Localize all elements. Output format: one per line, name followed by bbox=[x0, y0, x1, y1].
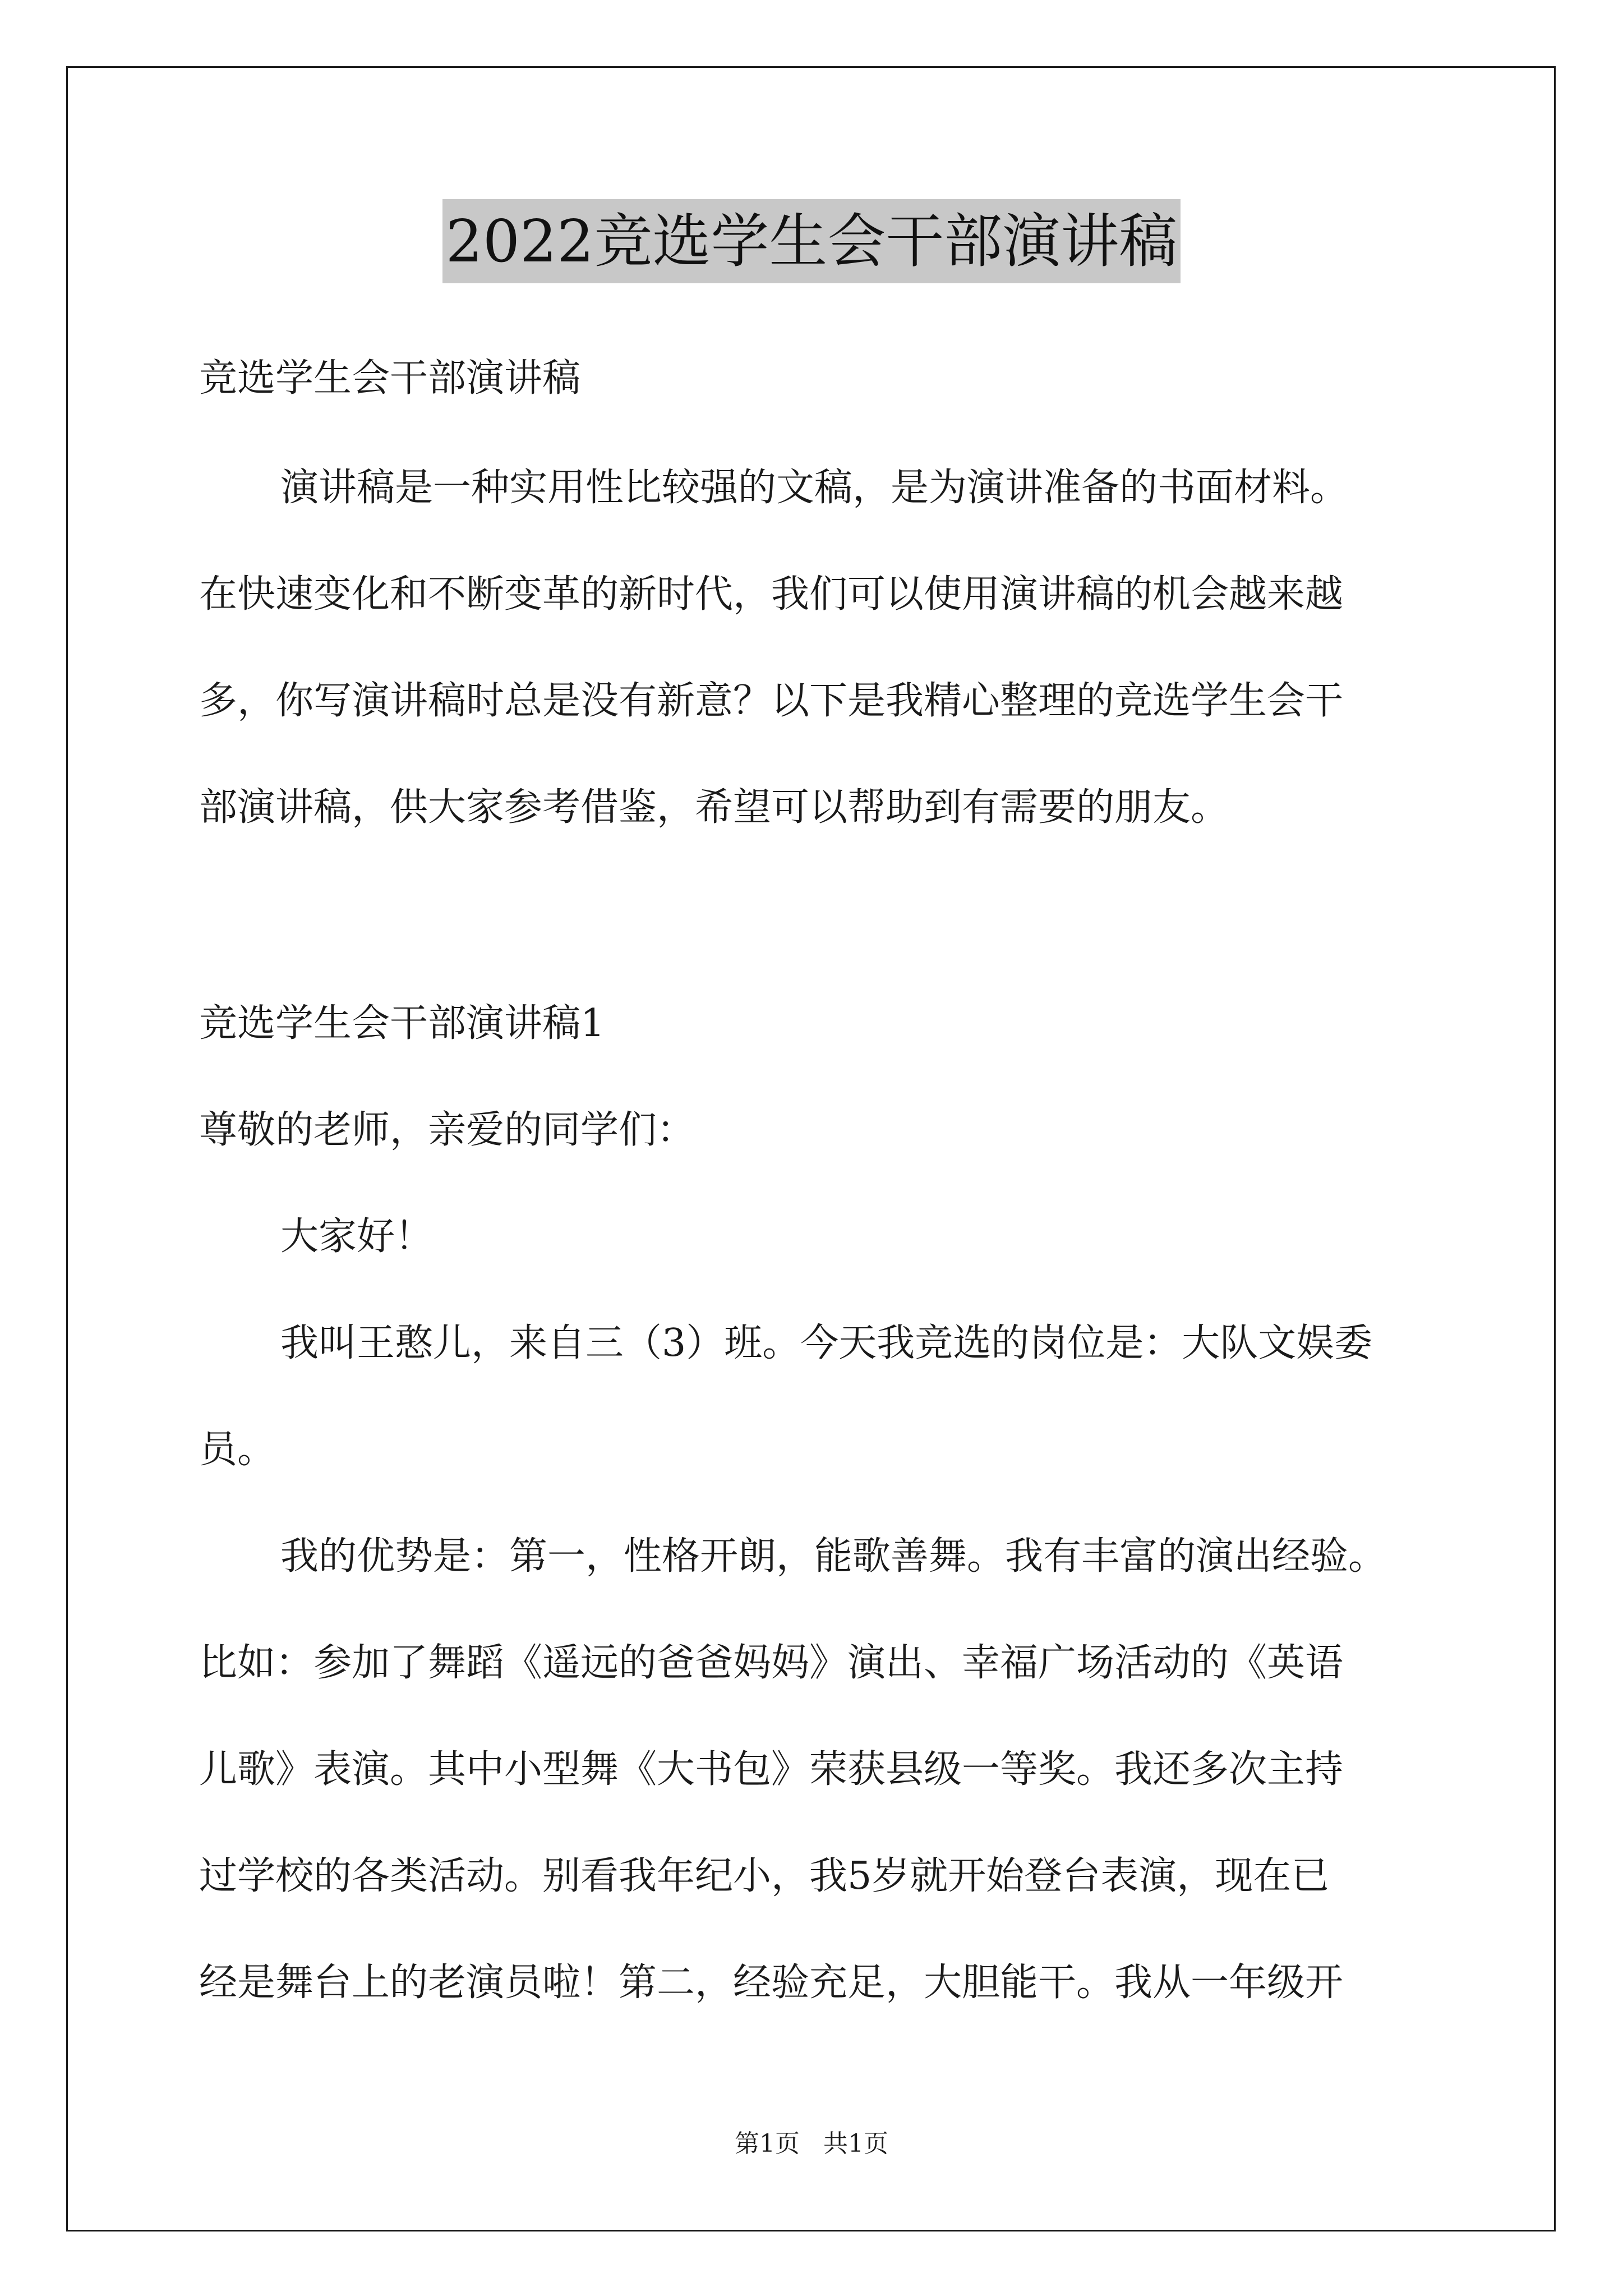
paragraph-line: 儿歌》表演。其中小型舞《大书包》荣获县级一等奖。我还多次主持 bbox=[199, 1747, 1344, 1792]
paragraph-line: 员。 bbox=[199, 1428, 276, 1472]
document-title: 2022竞选学生会干部演讲稿 bbox=[442, 199, 1181, 283]
paragraph-line: 我的优势是：第一，性格开朗，能歌善舞。我有丰富的演出经验。 bbox=[280, 1534, 1387, 1579]
page-footer: 第1页 共1页 bbox=[735, 2129, 888, 2158]
paragraph-line: 演讲稿是一种实用性比较强的文稿，是为演讲准备的书面材料。 bbox=[280, 466, 1349, 510]
paragraph-line: 在快速变化和不断变革的新时代，我们可以使用演讲稿的机会越来越 bbox=[199, 572, 1344, 616]
paragraph-line: 部演讲稿，供大家参考借鉴，希望可以帮助到有需要的朋友。 bbox=[199, 785, 1229, 830]
salutation-line: 尊敬的老师，亲爱的同学们： bbox=[199, 1108, 695, 1152]
paragraph-line: 多，你写演讲稿时总是没有新意？以下是我精心整理的竞选学生会干 bbox=[199, 679, 1344, 723]
paragraph-line: 我叫王憨儿，来自三（3）班。今天我竞选的岗位是：大队文娱委 bbox=[280, 1321, 1373, 1365]
subtitle-line: 竞选学生会干部演讲稿 bbox=[199, 356, 581, 401]
title-container bbox=[0, 199, 1623, 283]
paragraph-line: 过学校的各类活动。别看我年纪小，我5岁就开始登台表演，现在已 bbox=[199, 1854, 1330, 1898]
paragraph-line: 比如：参加了舞蹈《遥远的爸爸妈妈》演出、幸福广场活动的《英语 bbox=[199, 1641, 1344, 1685]
paragraph-line: 经是舞台上的老演员啦！第二，经验充足，大胆能干。我从一年级开 bbox=[199, 1961, 1344, 2005]
section-heading: 竞选学生会干部演讲稿1 bbox=[199, 1001, 605, 1046]
greeting-line: 大家好！ bbox=[280, 1214, 434, 1259]
